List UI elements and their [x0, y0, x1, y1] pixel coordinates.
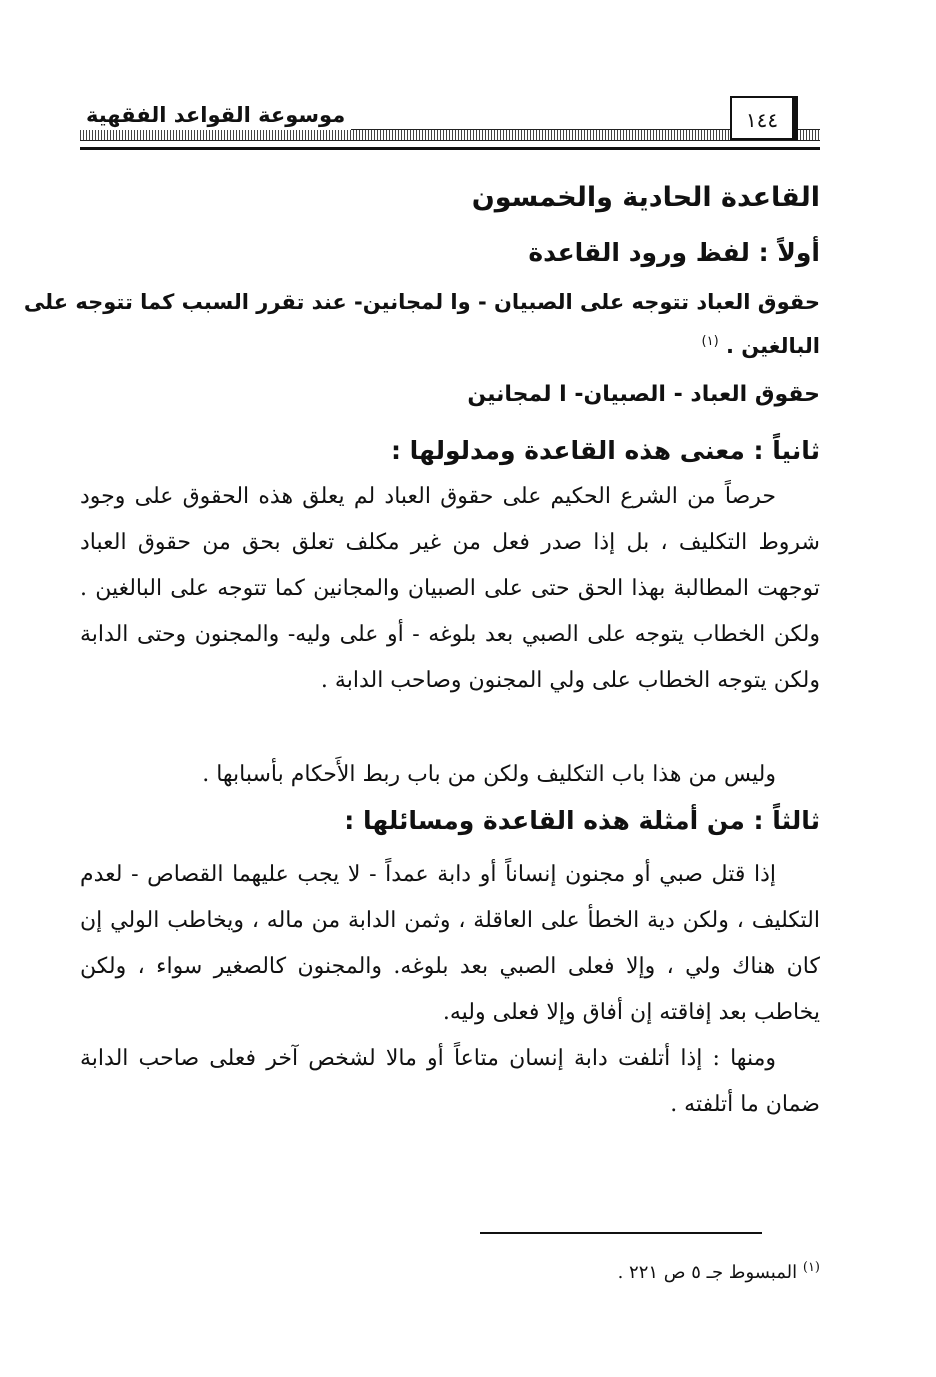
header-hatched-band — [80, 129, 820, 141]
section2-paragraph1: حرصاً من الشرع الحكيم على حقوق العباد لم يعلق هذه الحقوق على وجود شروط التكليف ، بل إذا صدر فعل من غير مكلف تعلق بحق من حقوق العباد توجهت المطالبة بهذا الحق حتى على الصبيان والمجانين كما تتوجه على البالغين . ولكن الخطاب يتوجه على الصبي بعد بلوغه - أو على وليه- والمجنون وحتى الدابة ولكن يتوجه الخطاب على ولي المجنون وصاحب الدابة . — [80, 484, 820, 693]
keywords-line: حقوق العباد - الصبيان- ا لمجانين — [467, 382, 820, 407]
rule-text-line2 — [702, 334, 821, 358]
footnote-reference: (١) — [701, 334, 719, 349]
section3-paragraph2: ومنها : إذا أتلفت دابة إنسان متاعاً أو مالا لشخص آخر فعلى صاحب الدابة ضمان ما أتلفته . — [80, 1046, 820, 1117]
page-number: ١٤٤ — [730, 96, 798, 140]
section2-paragraph2: وليس من هذا باب التكليف ولكن من باب ربط الأَحكام بأسبابها . — [202, 762, 776, 787]
page-header — [80, 96, 820, 156]
footnote — [618, 1260, 820, 1283]
footnote-divider — [480, 1232, 762, 1234]
section3-title: ثالثاً : من أمثلة هذه القاعدة ومسائلها : — [344, 806, 820, 835]
section2-title: ثانياً : معنى هذه القاعدة ومدلولها : — [390, 436, 820, 465]
rule-text-line1: حقوق العباد تتوجه على الصبيان - وا لمجانين- عند تقرر السبب كما تتوجه على — [23, 290, 820, 314]
header-rule — [80, 147, 820, 150]
section1-title: أولاً : لفظ ورود القاعدة — [528, 238, 820, 267]
book-title: موسوعة القواعد الفقهية — [80, 100, 351, 130]
section3-paragraph1: إذا قتل صبي أو مجنون إنساناً أو دابة عمداً - لا يجب عليهما القصاص - لعدم التكليف ، ولكن دية الخطأ على العاقلة ، وثمن الدابة من ماله ، ويخاطب الولي إن كان هناك ولي ، وإلا فعلى الصبي بعد بلوغه. والمجنون كالصغير سواء ، ولكن يخاطب بعد إفاقته إن أفاق وإلا فعلى وليه. — [80, 862, 820, 1025]
footnote-marker: (١) — [802, 1260, 820, 1275]
rule-text-end: البالغين . — [725, 334, 820, 358]
footnote-text: المبسوط جـ ٥ ص ٢٢١ . — [617, 1262, 798, 1283]
rule-heading: القاعدة الحادية والخمسون — [471, 182, 820, 213]
